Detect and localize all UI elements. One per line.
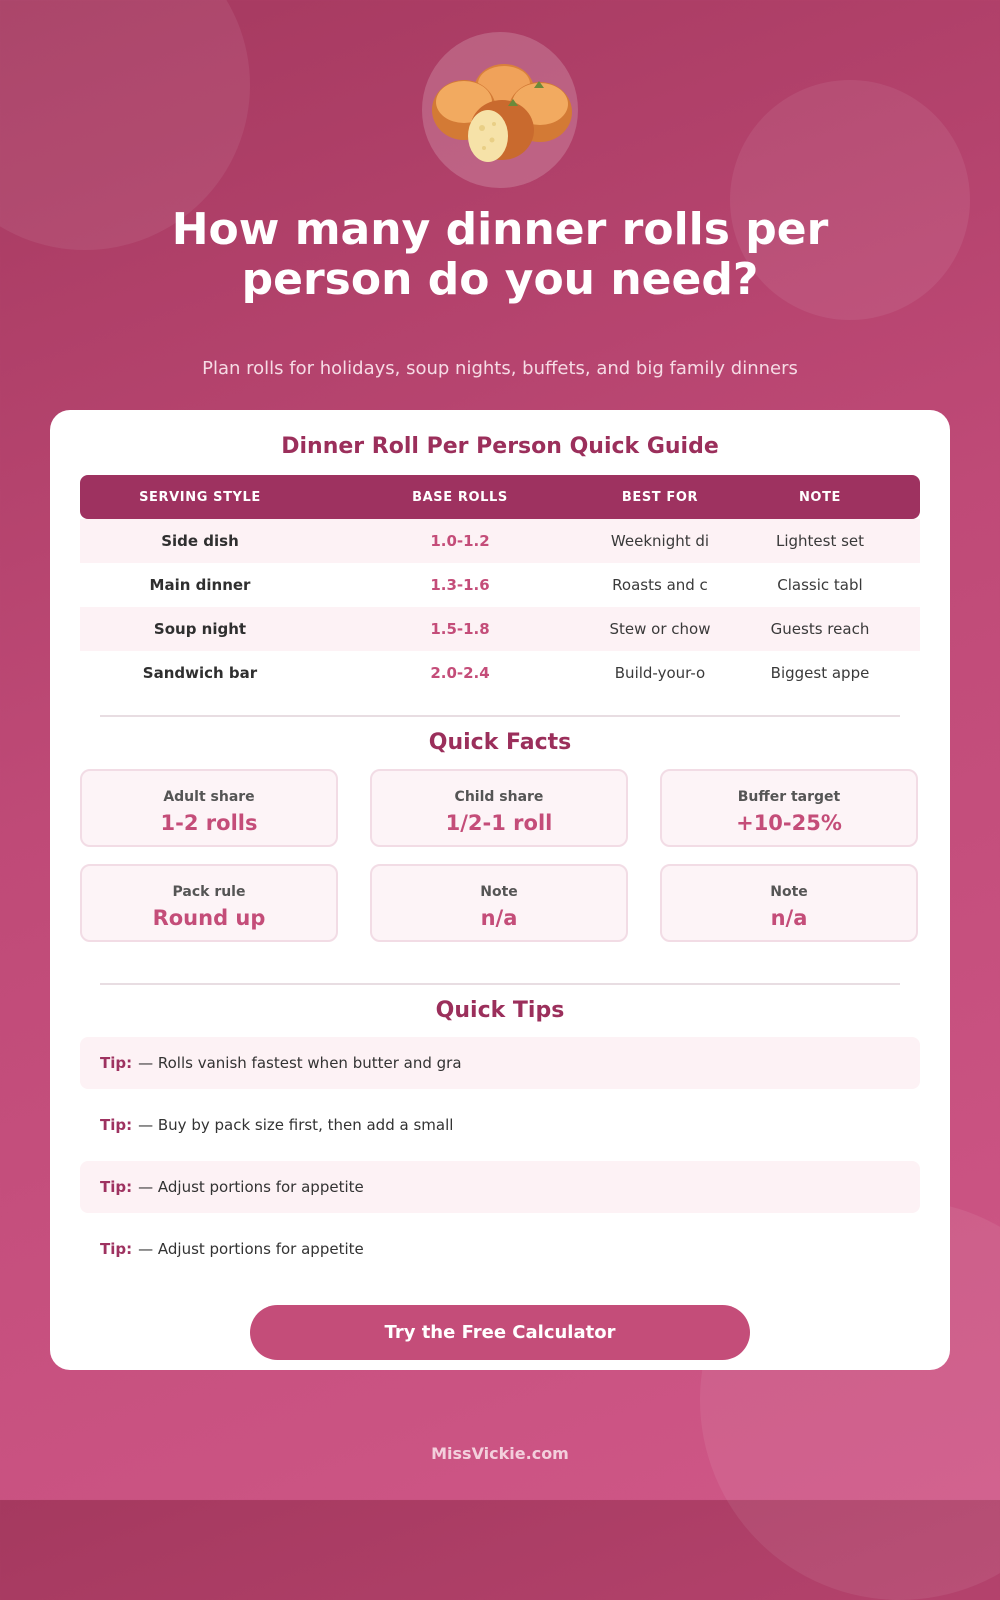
base-rolls-cell: 1.3-1.6 <box>430 576 490 594</box>
fact-value: 1/2-1 roll <box>445 811 553 835</box>
fact-label: Child share <box>454 789 544 805</box>
page-title: How many dinner rolls per person do you need? <box>171 204 829 305</box>
note-cell: Biggest appe <box>770 664 870 682</box>
best-for-cell: Build-your-o <box>614 664 706 682</box>
fact-card <box>370 769 628 847</box>
column-header: BEST FOR <box>621 489 699 505</box>
note-cell: Guests reach <box>770 620 870 638</box>
tip-item <box>80 1099 920 1151</box>
base-rolls-cell: 2.0-2.4 <box>430 664 490 682</box>
fact-value: 1-2 rolls <box>160 811 258 835</box>
base-rolls-cell: 1.5-1.8 <box>430 620 490 638</box>
section-divider <box>100 983 900 985</box>
column-header: SERVING STYLE <box>139 489 261 505</box>
best-for-cell: Stew or chow <box>609 620 711 638</box>
tip-label: Tip: <box>100 1178 133 1196</box>
fact-label: Note <box>480 884 518 900</box>
tips-title: Quick Tips <box>435 998 565 1023</box>
fact-value: n/a <box>770 906 808 930</box>
tip-item <box>80 1161 920 1213</box>
fact-card <box>660 769 918 847</box>
serving-style-cell: Sandwich bar <box>142 664 258 682</box>
tip-text: — Buy by pack size first, then add a small <box>138 1116 454 1134</box>
tip-text: — Adjust portions for appetite <box>138 1240 364 1258</box>
best-for-cell: Weeknight di <box>610 532 710 550</box>
fact-label: Pack rule <box>172 884 246 900</box>
fact-value: +10-25% <box>736 811 842 835</box>
tip-label: Tip: <box>100 1116 133 1134</box>
tip-text: — Rolls vanish fastest when butter and gra <box>138 1054 462 1072</box>
fact-label: Note <box>770 884 808 900</box>
fact-value: Round up <box>152 906 266 930</box>
calculator-button[interactable]: Try the Free Calculator <box>250 1305 750 1360</box>
serving-style-cell: Side dish <box>161 532 239 550</box>
guide-title: Dinner Roll Per Person Quick Guide <box>281 434 719 459</box>
base-rolls-cell: 1.0-1.2 <box>430 532 490 550</box>
best-for-cell: Roasts and c <box>612 576 708 594</box>
dinner-rolls-icon <box>422 32 578 188</box>
column-header: NOTE <box>798 489 842 505</box>
tip-item <box>80 1223 920 1275</box>
guide-table <box>80 475 920 695</box>
page-subtitle: Plan rolls for holidays, soup nights, buffets, and big family dinners <box>202 358 798 379</box>
column-header: BASE ROLLS <box>412 489 508 505</box>
note-cell: Lightest set <box>775 532 865 550</box>
tip-label: Tip: <box>100 1054 133 1072</box>
serving-style-cell: Main dinner <box>149 576 251 594</box>
fact-value: n/a <box>480 906 518 930</box>
fact-card <box>370 864 628 942</box>
table-row <box>80 563 920 607</box>
table-row <box>80 607 920 651</box>
fact-card <box>660 864 918 942</box>
tip-label: Tip: <box>100 1240 133 1258</box>
table-row <box>80 519 920 563</box>
fact-card <box>80 769 338 847</box>
serving-style-cell: Soup night <box>153 620 247 638</box>
fact-label: Adult share <box>163 789 255 805</box>
note-cell: Classic tabl <box>777 576 863 594</box>
section-divider <box>100 715 900 717</box>
tip-text: — Adjust portions for appetite <box>138 1178 364 1196</box>
guide-card <box>50 410 950 1370</box>
table-header <box>80 475 920 519</box>
footer-brand: MissVickie.com <box>431 1444 569 1463</box>
facts-title: Quick Facts <box>428 730 572 755</box>
table-row <box>80 651 920 695</box>
fact-label: Buffer target <box>737 789 841 805</box>
tip-item <box>80 1037 920 1089</box>
fact-card <box>80 864 338 942</box>
